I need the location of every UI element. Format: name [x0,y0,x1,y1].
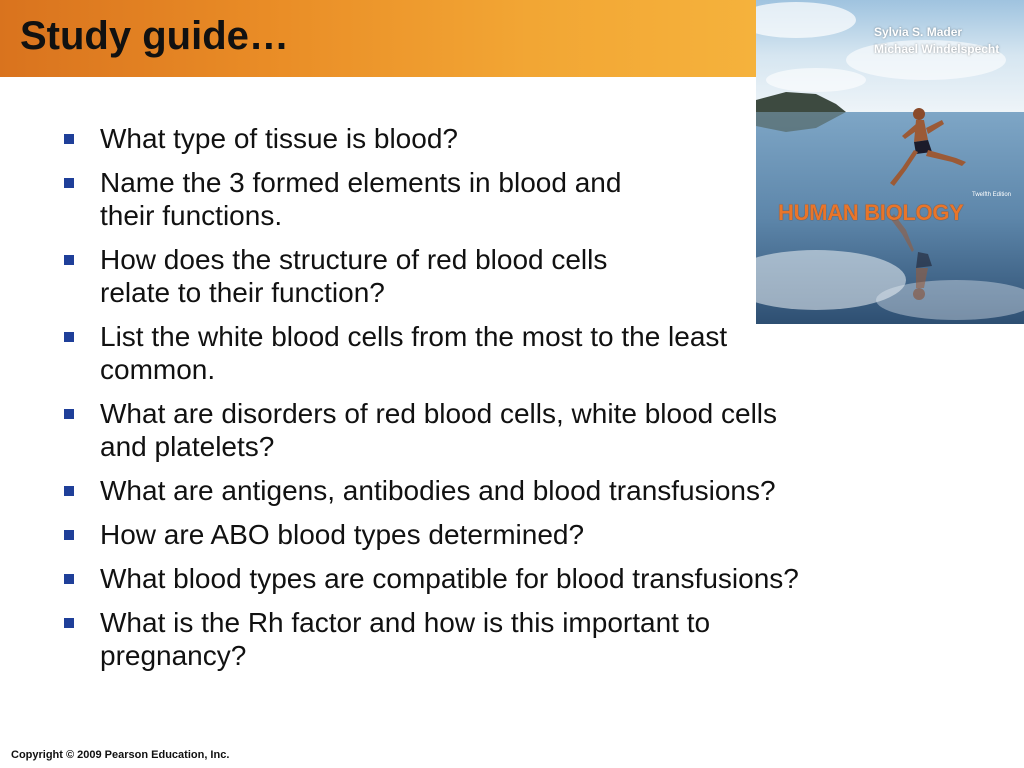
bullet-line: their functions. [100,200,283,231]
bullet-line: pregnancy? [100,640,247,671]
cover-author-1: Sylvia S. Mader [874,25,963,39]
bullet-line: What type of tissue is blood? [100,123,458,154]
bullet-line: and platelets? [100,431,275,462]
bullet-item [62,562,962,595]
square-bullet-icon [64,332,74,342]
bullet-line: Name the 3 formed elements in blood and [100,167,622,198]
copyright-footer: Copyright © 2009 Pearson Education, Inc. [11,749,230,761]
bullet-item [62,474,962,507]
cover-author-2: Michael Windelspecht [874,42,1000,56]
square-bullet-icon [64,574,74,584]
square-bullet-icon [64,255,74,265]
bullet-line: What blood types are compatible for blood transfusions? [100,563,799,594]
bullet-line: What are disorders of red blood cells, white blood cells [100,398,778,429]
bullet-item [62,397,962,463]
title-bar [0,0,756,77]
bullet-item [62,606,962,672]
square-bullet-icon [64,409,74,419]
square-bullet-icon [64,178,74,188]
cover-edition: Twelfth Edition [972,192,1012,198]
square-bullet-icon [64,530,74,540]
bullet-item [62,122,962,155]
bullet-item [62,166,962,232]
bullet-line: How are ABO blood types determined? [100,519,585,550]
bullet-line: List the white blood cells from the most to the least [100,321,728,352]
square-bullet-icon [64,618,74,628]
square-bullet-icon [64,134,74,144]
bullet-line: What are antigens, antibodies and blood transfusions? [100,475,776,506]
bullet-line: common. [100,354,216,385]
bullet-item [62,243,962,309]
bullet-item [62,518,962,551]
slide-title: Study guide… [20,14,289,58]
bullet-line: relate to their function? [100,277,385,308]
cover-title: HUMAN BIOLOGY [778,200,964,225]
bullet-line: How does the structure of red blood cells [100,244,608,275]
bullet-line: What is the Rh factor and how is this important to [100,607,711,638]
square-bullet-icon [64,486,74,496]
bullet-item [62,320,962,386]
bullet-list [62,122,962,683]
